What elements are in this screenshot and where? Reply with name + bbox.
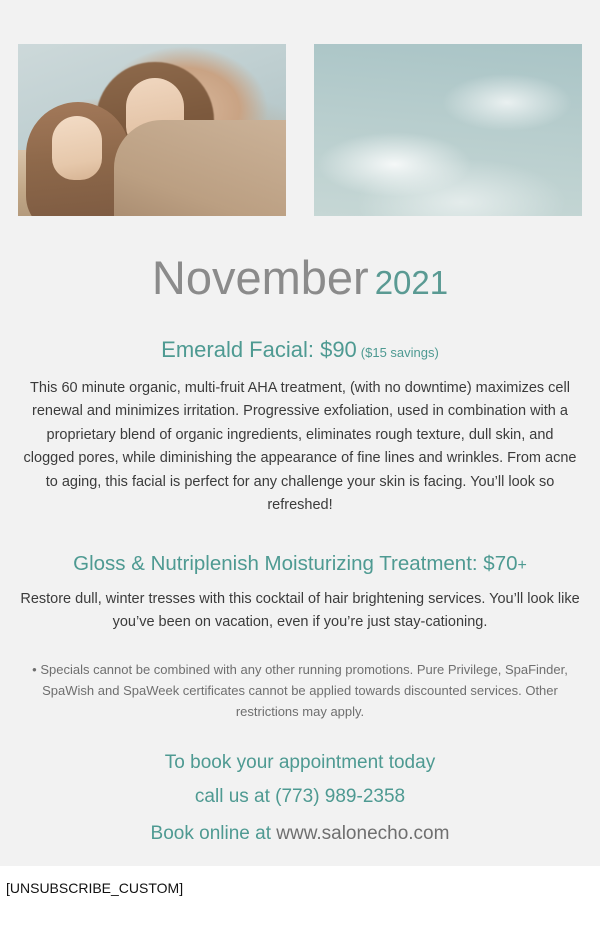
cta-phone-line[interactable]: call us at (773) 989-2358	[194, 786, 406, 808]
top-spacer	[0, 0, 600, 44]
model-wrap-cloth-front	[114, 120, 286, 216]
issue-month: November	[151, 251, 369, 304]
offer-2-body: Restore dull, winter tresses with this cocktail of hair brightening services. You’ll look like you’ve been on vacation, even if you’re just stay-cationing.	[20, 590, 580, 631]
header-image-row	[0, 44, 600, 216]
offer-2-title-row	[0, 552, 600, 576]
cta-line-1: To book your appointment today	[164, 752, 436, 774]
offer-2-title-suffix: +	[517, 556, 527, 574]
issue-date	[0, 251, 600, 304]
fine-print-disclaimer: • Specials cannot be combined with any other running promotions. Pure Privilege, SpaFinder, SpaWish and SpaWeek certificates cannot be applied towards discounted services. Other restrictions may apply.	[32, 661, 568, 719]
offer-1-body: This 60 minute organic, multi-fruit AHA treatment, (with no downtime) maximizes cell renewal and minimizes irritation. Progressive exfoliation, used in combination with a proprietary blend of organic ingredients, eliminates rough texture, dull skin, and clogged pores, while diminishing the appearance of fine lines and wrinkles. From acne to aging, this facial is perfect for any challenge your skin is facing. You’ll look so refreshed!	[23, 380, 577, 514]
model-face-front	[52, 116, 102, 180]
unsubscribe-placeholder[interactable]: [UNSUBSCRIBE_CUSTOM]	[0, 866, 600, 896]
offer-1-title: Emerald Facial: $90	[161, 337, 357, 362]
cta-online-prefix: Book online at	[150, 822, 277, 844]
cta-website-link[interactable]: www.salonecho.com	[276, 822, 450, 844]
cta-online-line	[0, 819, 600, 848]
offer-1-title-row	[0, 337, 600, 363]
models-photo	[18, 44, 286, 216]
booking-cta	[0, 748, 600, 848]
sky-photo	[314, 44, 582, 216]
issue-year: 2021	[374, 264, 449, 301]
offer-2-title: Gloss & Nutriplenish Moisturizing Treatment: $70	[73, 551, 518, 575]
offer-1-savings: ($15 savings)	[360, 345, 439, 360]
